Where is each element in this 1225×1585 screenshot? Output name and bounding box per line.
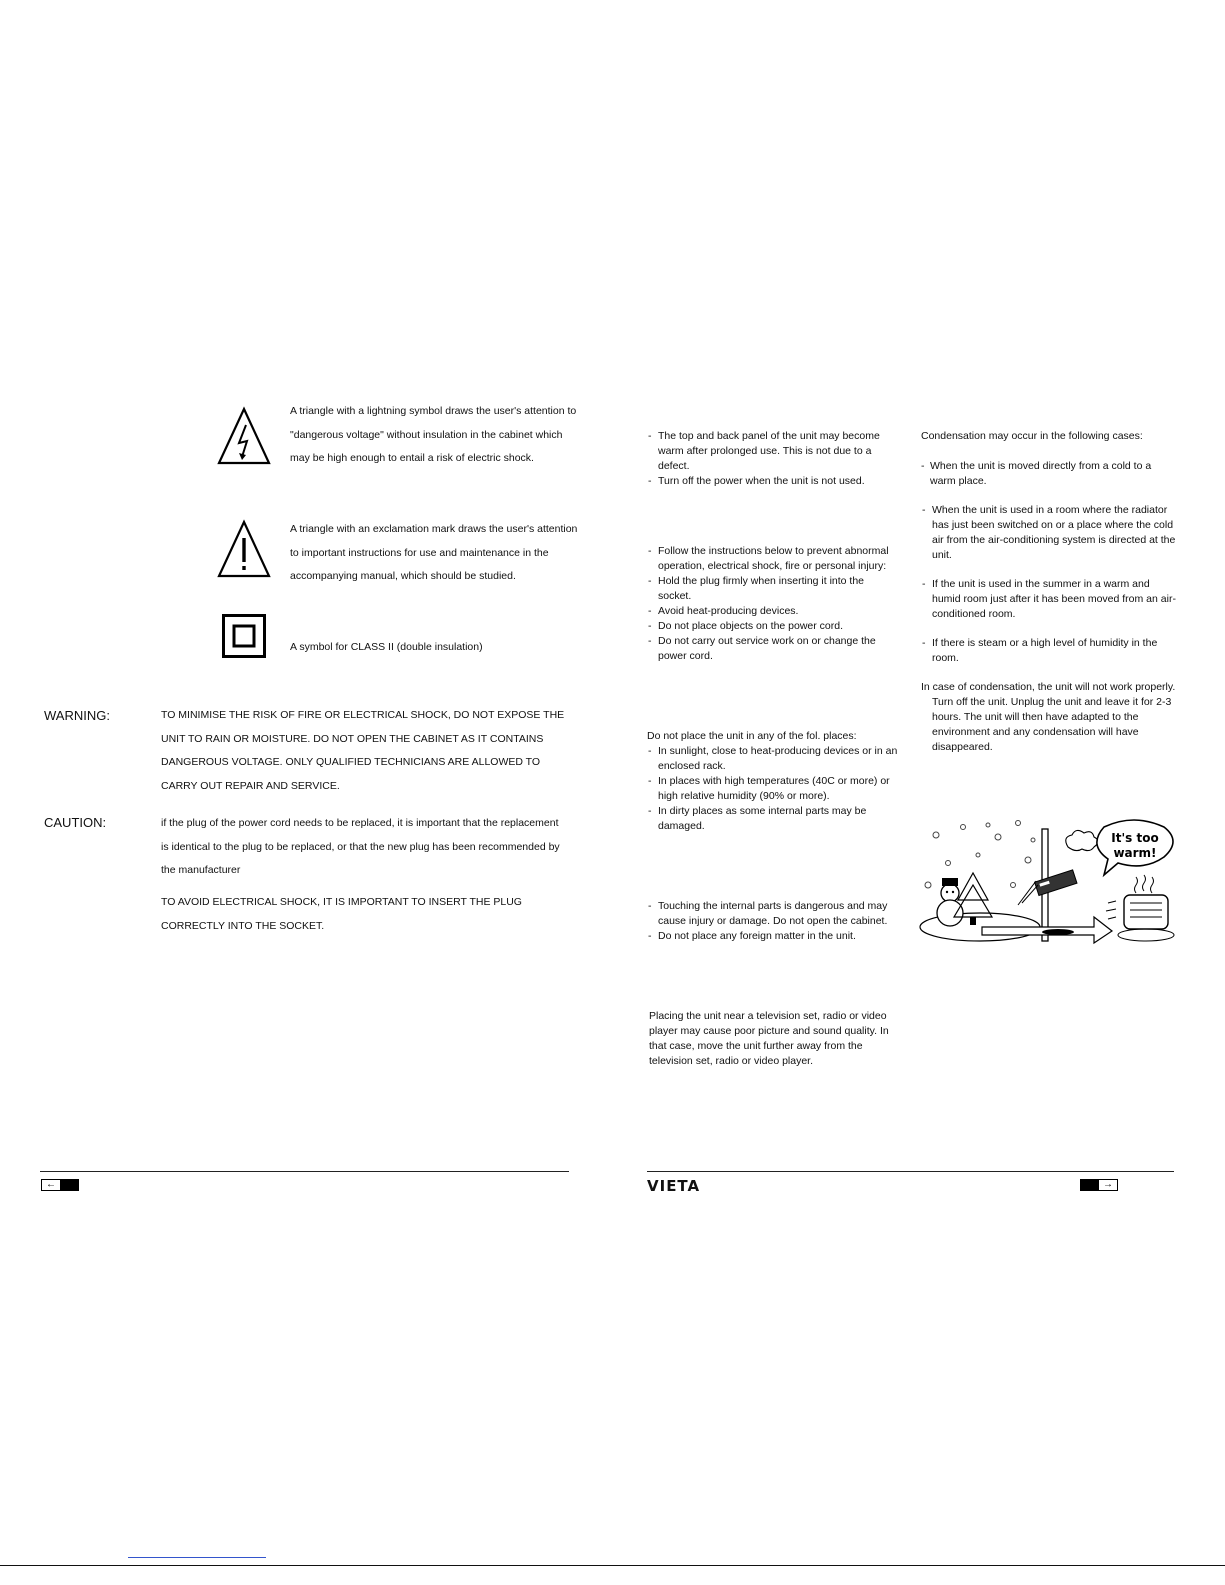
- lightning-triangle-icon: [216, 405, 272, 467]
- list-item: - Avoid heat-producing devices.: [647, 604, 895, 619]
- caution-text-socket: TO AVOID ELECTRICAL SHOCK, IT IS IMPORTANT TO INSERT THE PLUG CORRECTLY INTO THE SOCKET.: [161, 896, 522, 932]
- condensation-illustration: [918, 815, 1180, 945]
- warning-text: TO MINIMISE THE RISK OF FIRE OR ELECTRICAL SHOCK, DO NOT EXPOSE THE UNIT TO RAIN OR MOISTURE. DO NOT OPEN THE CABINET AS IT CONTAINS DANGEROUS VOLTAGE. ONLY QUALIFIED TECHNICIANS ARE ALLOWED TO CARRY OUT REPAIR AND SERVICE.: [161, 709, 565, 792]
- left-arrow-icon: ←: [42, 1180, 60, 1190]
- power-list: [647, 544, 895, 664]
- list-item: - Do not place objects on the power cord.: [647, 619, 895, 634]
- condensation-outro: In case of condensation, the unit will not work properly. Turn off the unit. Unplug the unit and leave it for 2-3 hours. The unit will then have adapted to the environment and any condensation will have disappeared.: [921, 681, 1176, 753]
- bottom-edge-rule: [0, 1565, 1225, 1566]
- interference-paragraph: Placing the unit near a television set, radio or video player may cause poor picture and sound quality. In that case, move the unit further away from the television set, radio or video player.: [649, 1010, 889, 1067]
- list-item: - When the unit is moved directly from a cold to a warm place.: [921, 459, 1176, 489]
- list-item: - Do not carry out service work on or change the power cord.: [647, 634, 895, 664]
- list-item: - In places with high temperatures (40C or more) or high relative humidity (90% or more).: [647, 774, 902, 804]
- list-item: - If the unit is used in the summer in a warm and humid room just after it has been moved from an air-conditioned room.: [921, 577, 1176, 622]
- bubble-line-1: It's too: [1111, 831, 1159, 845]
- list-item: - If there is steam or a high level of humidity in the room.: [921, 636, 1176, 666]
- placement-section: [647, 729, 902, 834]
- vieta-logo: VIETA: [647, 1177, 701, 1195]
- left-footer-rule: [40, 1171, 569, 1172]
- right-arrow-icon: →: [1099, 1180, 1117, 1190]
- condensation-cases-4: [921, 636, 1176, 666]
- list-item: - Touching the internal parts is dangerous and may cause injury or damage. Do not open the cabinet.: [647, 899, 895, 929]
- list-item: - Follow the instructions below to prevent abnormal operation, electrical shock, fire or personal injury:: [647, 544, 895, 574]
- list-item: - Turn off the power when the unit is not used.: [647, 474, 895, 489]
- caution-text: if the plug of the power cord needs to be replaced, it is important that the replacement is identical to the plug to be replaced, or that the new plug has been recommended by the manufacturer: [161, 817, 560, 876]
- next-page-button[interactable]: [1080, 1179, 1118, 1191]
- list-item: - In sunlight, close to heat-producing devices or in an enclosed rack.: [647, 744, 902, 774]
- caution-label: CAUTION:: [44, 815, 107, 830]
- right-footer-rule: [647, 1171, 1174, 1172]
- warning-label: WARNING:: [44, 708, 110, 723]
- list-item: - When the unit is used in a room where the radiator has just been switched on or a place where the cold air from the air-conditioning system is directed at the unit.: [921, 503, 1176, 563]
- condensation-cases-2: [921, 503, 1176, 563]
- internal-parts-list: [647, 899, 895, 944]
- exclamation-triangle-icon: [216, 518, 272, 580]
- lightning-symbol-description: A triangle with a lightning symbol draws the user's attention to "dangerous voltage" without insulation in the cabinet which may be high enough to entail a risk of electric shock.: [290, 405, 577, 464]
- exclamation-symbol-description: A triangle with an exclamation mark draws the user's attention to important instructions for use and maintenance in the accompanying manual, which should be studied.: [290, 523, 578, 582]
- condensation-intro: Condensation may occur in the following cases:: [921, 430, 1143, 442]
- condensation-cases-3: [921, 577, 1176, 622]
- placement-intro: Do not place the unit in any of the fol. places:: [647, 730, 857, 742]
- list-item: - Do not place any foreign matter in the unit.: [647, 929, 895, 944]
- list-item: - The top and back panel of the unit may become warm after prolonged use. This is not due to a defect.: [647, 429, 895, 474]
- list-item: - Hold the plug firmly when inserting it into the socket.: [647, 574, 895, 604]
- previous-page-button[interactable]: [41, 1179, 79, 1191]
- condensation-cases-1: [921, 459, 1176, 489]
- double-square-icon: [222, 614, 266, 658]
- class-ii-symbol-description: A symbol for CLASS II (double insulation): [290, 641, 483, 653]
- bubble-line-2: warm!: [1113, 846, 1157, 860]
- list-item: - In dirty places as some internal parts may be damaged.: [647, 804, 902, 834]
- bottom-link-underline: [128, 1557, 266, 1558]
- heat-list: [647, 429, 895, 489]
